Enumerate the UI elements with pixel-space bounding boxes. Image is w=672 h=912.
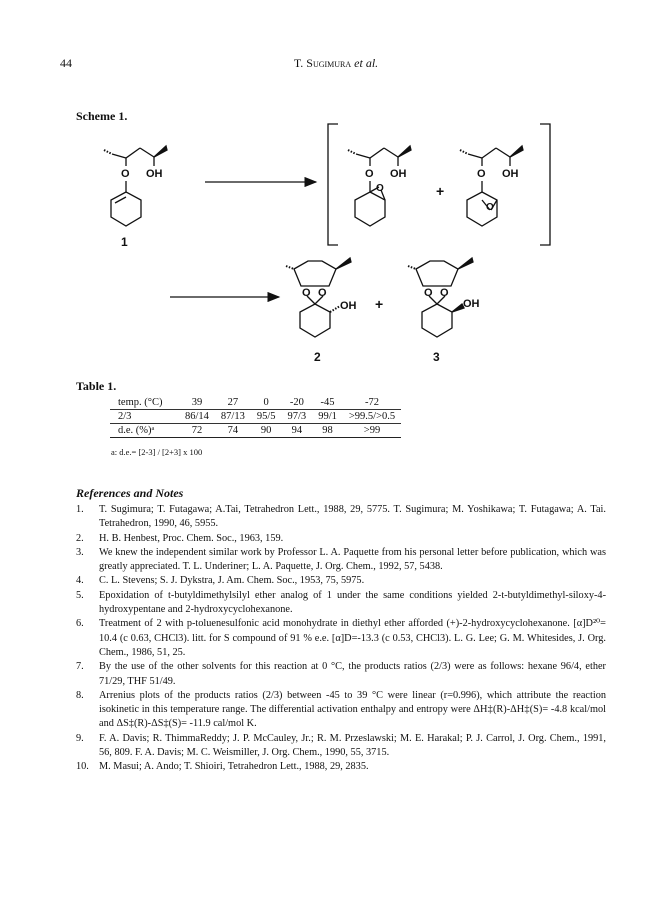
table-cell: >99.5/>0.5 bbox=[343, 410, 401, 424]
reference-text: M. Masui; A. Ando; T. Shioiri, Tetrahedron Lett., 1988, 29, 2835. bbox=[99, 761, 369, 773]
epoxide-b-ring-o-label: O bbox=[486, 202, 494, 213]
list-item bbox=[76, 660, 606, 689]
reference-number: 4. bbox=[76, 575, 84, 587]
plus-sign-1: + bbox=[436, 183, 445, 199]
reference-text: By the use of the other solvents for this reaction at 0 °C, the products ratios (2/3) were as follows: hexane 96/4, ether 71/29, THF 51/49. bbox=[99, 661, 606, 687]
page-number: 44 bbox=[60, 56, 72, 70]
reference-text: T. Sugimura; T. Futagawa; A.Tai, Tetrahedron Lett., 1988, 29, 5775. T. Sugimura; M. Yoshikawa; T. Futagawa; A. Tai. Tetrahedron, 1990, 46, 5955. bbox=[99, 504, 606, 530]
table-cell: 98 bbox=[312, 424, 343, 438]
plus-sign-2: + bbox=[375, 296, 384, 312]
epoxide-b-o-label: O bbox=[477, 168, 486, 180]
reference-number: 6. bbox=[76, 618, 84, 630]
compound-2-o1-label: O bbox=[302, 287, 311, 299]
table-cell: 97/3 bbox=[282, 410, 313, 424]
reference-text: Arrenius plots of the products ratios (2/3) between -45 to 39 °C were linear (r=0.996), which attribute the reaction isokinetic in this temperature range. The differential activation enthalpy and entropy were ΔH‡(R)-ΔH‡(S)= -4.8 kcal/mol and ΔS‡(R)-ΔS‡(S)= -11.9 cal/mol K. bbox=[99, 689, 606, 730]
table-row bbox=[110, 410, 401, 424]
compound-3-o1-label: O bbox=[424, 287, 433, 299]
epoxide-a-oh-label: OH bbox=[390, 168, 407, 180]
compound-1-o-label: O bbox=[121, 168, 130, 180]
references-list bbox=[76, 503, 606, 775]
reference-text: We knew the independent similar work by Professor L. A. Paquette from his personal letter before publication, which was greatly appreciated. T. L. Underiner; L. A. Paquette, J. Org. Chem., 1992, 57, 5438. bbox=[99, 546, 606, 573]
table-cell: 27 bbox=[215, 396, 251, 410]
table-cell: >99 bbox=[343, 424, 401, 438]
table-cell: -45 bbox=[312, 396, 343, 410]
reference-text: Epoxidation of t-butyldimethylsilyl ether analog of 1 under the same conditions yielded 2-t-butyldimethyl-siloxy-4-hydroxypentane and 2-hydroxycyclohexanone. bbox=[99, 589, 606, 616]
table-cell: -20 bbox=[282, 396, 313, 410]
table-title: Table 1. bbox=[76, 379, 117, 393]
table-cell: 99/1 bbox=[312, 410, 343, 424]
running-head-author: T. Sugimura bbox=[293, 56, 352, 70]
table-cell: 95/5 bbox=[251, 410, 282, 424]
running-head-etal: et al. bbox=[351, 56, 379, 70]
list-item bbox=[76, 532, 606, 546]
reference-number: 1. bbox=[76, 504, 84, 515]
table-cell: 87/13 bbox=[215, 410, 251, 424]
list-item bbox=[76, 760, 606, 774]
table-cell: 2/3 bbox=[110, 410, 179, 424]
list-item bbox=[76, 732, 606, 761]
list-item bbox=[76, 503, 606, 532]
list-item bbox=[76, 589, 606, 618]
compound-2-number: 2 bbox=[314, 350, 321, 364]
table-row bbox=[110, 396, 401, 410]
compound-3-oh-label: OH bbox=[463, 298, 480, 310]
reference-text: H. B. Henbest, Proc. Chem. Soc., 1963, 159. bbox=[99, 532, 284, 544]
compound-2-oh-label: OH bbox=[340, 300, 357, 312]
table-footnote: a: d.e.= [2-3] / [2+3] x 100 bbox=[111, 447, 203, 457]
epoxide-b-oh-label: OH bbox=[502, 168, 519, 180]
table-cell: 39 bbox=[179, 396, 215, 410]
reference-text: F. A. Davis; R. ThimmaReddy; J. P. McCauley, Jr.; R. M. Przeslawski; M. E. Harakal; P. J. Carrol, J. Org. Chem., 1991, 56, 809. F. A. Davis; M. C. Weismiller, J. Org. Chem., 1990, 55, 3715. bbox=[99, 732, 606, 759]
table-cell: 90 bbox=[251, 424, 282, 438]
reference-number: 5. bbox=[76, 589, 84, 601]
reference-text: C. L. Stevens; S. J. Dykstra, J. Am. Chem. Soc., 1953, 75, 5975. bbox=[99, 575, 365, 587]
epoxide-a-ring-o-label: O bbox=[376, 183, 384, 194]
scheme-title: Scheme 1. bbox=[76, 109, 128, 123]
references-title: References and Notes bbox=[76, 486, 184, 500]
data-table bbox=[110, 396, 401, 438]
compound-3-o2-label: O bbox=[440, 287, 449, 299]
table-cell: 94 bbox=[282, 424, 313, 438]
compound-2-o2-label: O bbox=[318, 287, 327, 299]
table-cell: temp. (°C) bbox=[110, 396, 179, 410]
compound-1-number: 1 bbox=[121, 235, 128, 249]
reference-number: 2. bbox=[76, 532, 84, 544]
reference-number: 7. bbox=[76, 661, 84, 673]
list-item bbox=[76, 689, 606, 732]
list-item bbox=[76, 546, 606, 575]
epoxide-b-structure bbox=[460, 146, 523, 226]
table-cell: -72 bbox=[343, 396, 401, 410]
reference-number: 10. bbox=[76, 761, 89, 773]
reference-text: Treatment of 2 with p-toluenesulfonic acid monohydrate in diethyl ether afforded (+)-2-hydroxycyclohexanone. [α]D²⁰= 10.4 (c 0.63, CHCl3). litt. for S compound of 91 % e.e. [α]D=-13.3 (c 0.53, CHCl3). L. G. Lee; G. M. Whitesides, J. Org. Chem., 1986, 51, 25. bbox=[99, 618, 606, 658]
scheme-diagram bbox=[0, 0, 672, 380]
reference-number: 9. bbox=[76, 732, 84, 744]
table-cell: 86/14 bbox=[179, 410, 215, 424]
table-cell: d.e. (%)ᵃ bbox=[110, 424, 179, 438]
reference-number: 8. bbox=[76, 689, 84, 701]
list-item bbox=[76, 574, 606, 588]
compound-3-number: 3 bbox=[433, 350, 440, 364]
table-cell: 74 bbox=[215, 424, 251, 438]
epoxide-a-o-label: O bbox=[365, 168, 374, 180]
table-cell: 0 bbox=[251, 396, 282, 410]
table-cell: 72 bbox=[179, 424, 215, 438]
reference-number: 3. bbox=[76, 546, 84, 558]
compound-1-oh-label: OH bbox=[146, 168, 163, 180]
table-row bbox=[110, 424, 401, 438]
list-item bbox=[76, 617, 606, 660]
compound-1-structure bbox=[104, 146, 167, 226]
